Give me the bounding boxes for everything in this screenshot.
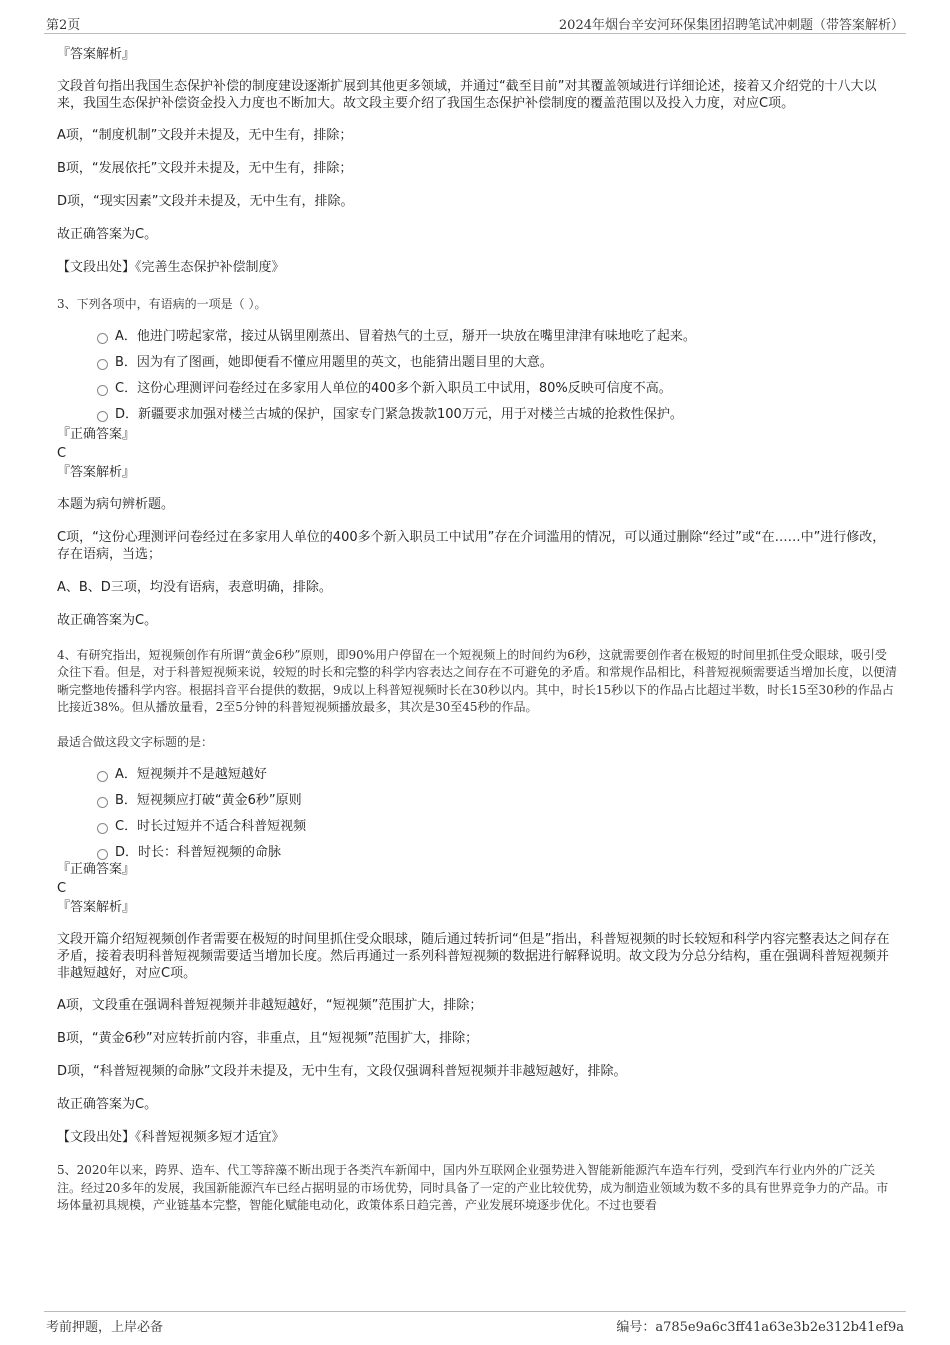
radio-icon[interactable]	[97, 849, 108, 860]
radio-icon[interactable]	[97, 823, 108, 834]
option-d-analysis: D项，“现实因素”文段并未提及，无中生有，排除。	[57, 194, 354, 209]
option-b[interactable]: B．因为有了图画，她即便看不懂应用题里的英文，也能猜出题目里的大意。	[57, 354, 897, 371]
correct-answer-label: 『正确答案』	[57, 862, 136, 877]
document-title: 2024年烟台辛安河环保集团招聘笔试冲刺题（带答案解析）	[558, 18, 904, 33]
option-b[interactable]: B．短视频应打破“黄金6秒”原则	[57, 792, 897, 809]
question-4-options	[57, 766, 897, 861]
correct-answer: C	[57, 881, 67, 896]
radio-icon[interactable]	[97, 385, 108, 396]
radio-icon[interactable]	[97, 411, 108, 422]
option-b-analysis: B项，“发展依托”文段并未提及，无中生有，排除；	[57, 161, 353, 176]
option-c[interactable]: C．时长过短并不适合科普短视频	[57, 818, 897, 835]
analysis-label: 『答案解析』	[57, 900, 136, 915]
radio-icon[interactable]	[97, 771, 108, 782]
option-c[interactable]: C．这份心理测评问卷经过在多家用人单位的400多个新入职员工中试用，80%反映可信度不高。	[57, 380, 897, 397]
question-4: 4、有研究指出，短视频创作有所谓“黄金6秒”原则，即90%用户停留在一个短视频上的时间约为6秒，这就需要创作者在极短的时间里抓住受众眼球，吸引受众往下看。但是，对于科普短视频来说，较短的时长和完整的科学内容表达之间存在不可避免的矛盾。和常规作品相比，科普短视频需要适当增加长度，以便清晰完整地传播科学内容。根据抖音平台提供的数据，9成以上科普短视频时长在30秒以内。其中，时长15秒以下的作品占比超过半数，时长15至30秒的作品占比接近38%。但从播放量看，2至5分钟的科普短视频播放最多，其次是30至45秒的作品。	[57, 647, 898, 714]
footer-slogan: 考前押题，上岸必备	[46, 1320, 164, 1335]
option-d-analysis: D项，“科普短视频的命脉”文段并未提及，无中生有，文段仅强调科普短视频并非越短越好，排除。	[57, 1064, 627, 1079]
option-b-analysis: B项，“黄金6秒”对应转折前内容，非重点，且“短视频”范围扩大，排除；	[57, 1031, 479, 1046]
question-5: 5、2020年以来，跨界、造车、代工等辞藻不断出现于各类汽车新闻中，国内外互联网企业强势进入智能新能源汽车造车行列，受到汽车行业内外的广泛关注。经过20多年的发展，我国新能源汽车已经占据明显的市场优势，同时具备了一定的产业比较优势，成为制造业领域为数不多的具有世界竞争力的产品。市场体量初具规模，产业链基本完整，智能化赋能电动化，政策体系日趋完善，产业发展环境逐步优化。不过也要看	[57, 1163, 889, 1212]
analysis-paragraph: 本题为病句辨析题。	[57, 496, 175, 512]
correct-answer-statement: 故正确答案为C。	[57, 1097, 158, 1112]
analysis-label: 『答案解析』	[57, 464, 136, 480]
correct-answer-statement: 故正确答案为C。	[57, 227, 158, 242]
page-header	[44, 11, 906, 34]
correct-answer-label: 『正确答案』	[57, 426, 136, 442]
question-3: 3、下列各项中，有语病的一项是（ ）。	[57, 297, 267, 311]
option-a[interactable]: A．他进门唠起家常，接过从锅里刚蒸出、冒着热气的土豆，掰开一块放在嘴里津津有味地吃了起来。	[57, 328, 897, 345]
passage-source: 【文段出处】《科普短视频多短才适宜》	[57, 1130, 285, 1145]
radio-icon[interactable]	[97, 333, 108, 344]
option-d[interactable]: D．新疆要求加强对楼兰古城的保护，国家专门紧急拨款100万元，用于对楼兰古城的抢救性保护。	[57, 406, 897, 423]
question-4-prompt: 最适合做这段文字标题的是：	[57, 734, 214, 749]
option-a[interactable]: A．短视频并不是越短越好	[57, 766, 897, 783]
question-3-options	[57, 328, 897, 423]
page-footer	[44, 1311, 906, 1336]
option-a-analysis: A项，文段重在强调科普短视频并非越短越好，“短视频”范围扩大，排除；	[57, 998, 483, 1013]
radio-icon[interactable]	[97, 797, 108, 808]
radio-icon[interactable]	[97, 359, 108, 370]
option-d[interactable]: D．时长：科普短视频的命脉	[57, 844, 897, 861]
page-number: 第2页	[46, 18, 81, 33]
correct-answer-statement: 故正确答案为C。	[57, 612, 158, 628]
document-id: 编号：a785e9a6c3ff41a63e3b2e312b41ef9a	[616, 1320, 904, 1335]
analysis-paragraph: A、B、D三项，均没有语病，表意明确，排除。	[57, 579, 332, 595]
analysis-paragraph: C项，“这份心理测评问卷经过在多家用人单位的400多个新入职员工中试用”存在介词滥用的情况，可以通过删除“经过”或“在……中”进行修改，存在语病，当选；	[57, 529, 886, 562]
correct-answer: C	[57, 445, 67, 461]
page-content	[57, 46, 897, 1227]
option-a-analysis: A项，“制度机制”文段并未提及，无中生有，排除；	[57, 128, 353, 143]
analysis-paragraph: 文段首句指出我国生态保护补偿的制度建设逐渐扩展到其他更多领域，并通过“截至目前”对其覆盖领域进行详细论述，接着又介绍党的十八大以来，我国生态保护补偿资金投入力度也不断加大。故文段主要介绍了我国生态保护补偿制度的覆盖范围以及投入力度，对应C项。	[57, 79, 877, 111]
analysis-paragraph: 文段开篇介绍短视频创作者需要在极短的时间里抓住受众眼球，随后通过转折词“但是”指出，科普短视频的时长较短和科学内容完整表达之间存在矛盾，接着表明科普短视频需要适当增加长度。然后再通过一系列科普短视频的数据进行解释说明。故文段为分总分结构，重在强调科普短视频并非越短越好，对应C项。	[57, 932, 890, 981]
analysis-label: 『答案解析』	[57, 47, 136, 62]
passage-source: 【文段出处】《完善生态保护补偿制度》	[57, 260, 285, 275]
